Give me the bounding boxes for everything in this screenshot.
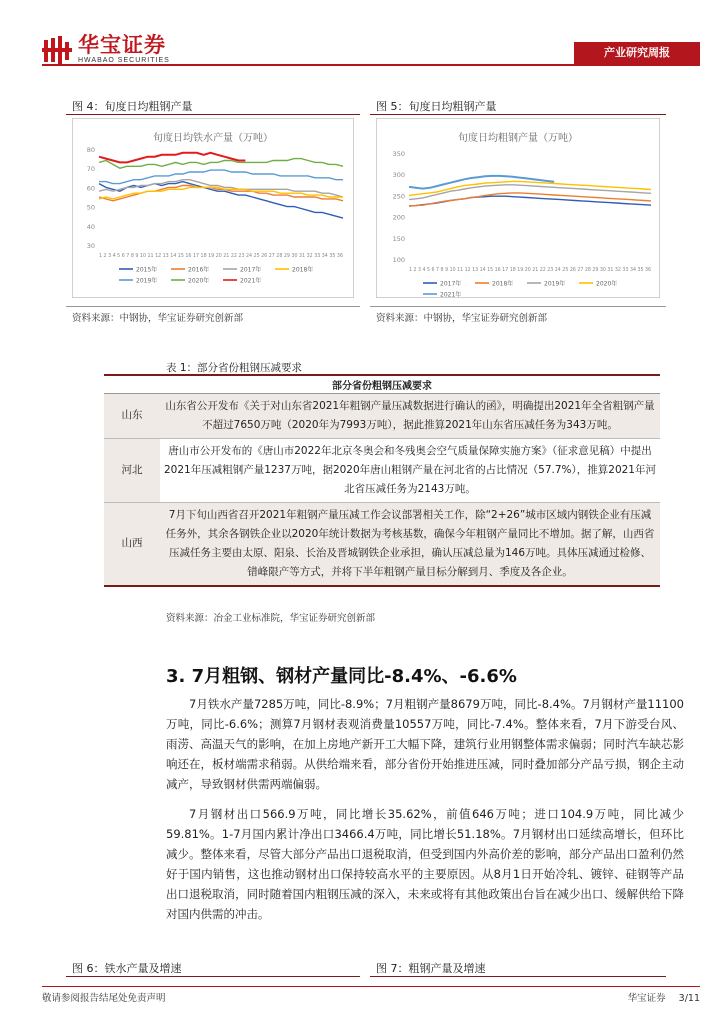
table-row <box>104 438 660 502</box>
brand-name-en: HWABAO SECURITIES <box>78 57 170 64</box>
fig7-top-rule <box>370 976 666 977</box>
fig5-source: 资料来源：中钢协，华宝证券研究创新部 <box>376 313 548 324</box>
legend-label: 2018年 <box>292 266 314 274</box>
paragraph-text: 7月铁水产量7285万吨，同比-8.9%；7月粗钢产量8679万吨，同比-8.4%。7月钢材产量11100万吨，同比-6.6%；测算7月钢材表观消费量10557万吨，同比-7.4%。整体来看，7月下游受台风、雨涝、高温天气的影响，在加上房地产新开工大幅下降，建筑行业用钢整体需求偏弱；同时汽车缺芯影响还在，板材端需求稍弱。从供给端来看，部分省份开始推进压减，同时叠加部分产品亏损，钢企主动减产，导致钢材供需两端偏弱。 <box>166 697 684 791</box>
table1-caption: 表 1：部分省份粗钢压减要求 <box>166 362 303 374</box>
y-tick-label: 300 <box>392 171 405 180</box>
table-cell-province: 河北 <box>104 438 160 502</box>
table-cell-province: 山西 <box>104 502 160 586</box>
legend-label: 2021年 <box>240 277 262 285</box>
footer-brand: 华宝证券 <box>627 993 666 1004</box>
y-tick-label: 150 <box>392 234 405 243</box>
section-title: 3. 7月粗钢、钢材产量同比-8.4%、-6.6% <box>166 666 517 687</box>
table-row <box>104 502 660 586</box>
fig5-caption: 图 5：旬度日均粗钢产量 <box>376 100 497 113</box>
footer-disclaimer: 敬请参阅报告结尾处免责声明 <box>42 993 166 1004</box>
legend-label: 2018年 <box>492 280 514 288</box>
page-header <box>0 0 724 72</box>
y-tick-label: 30 <box>86 242 95 250</box>
logo-mark-icon <box>42 36 72 64</box>
legend-label: 2020年 <box>188 277 210 285</box>
paragraph-text: 7月钢材出口566.9万吨，同比增长35.62%，前值646万吨；进口104.9万吨，同比减少59.81%。1-7月国内累计净出口3466.4万吨，同比增长51.18%。7月钢材出口延续高增长，但环比减少。整体来看，尽管大部分产品出口退税取消，但受到国内外高价差的影响，部分产品出口盈利仍然好于国内销售，这也推动钢材出口保持较高水平的主要原因。从8月1日开始冷轧、镀锌、硅钢等产品出口退税取消，同时随着国内粗钢压减的深入，未来或将有其他政策出台旨在减少出口、缓解供给下降对国内供需的冲击。 <box>166 807 684 921</box>
y-tick-label: 200 <box>392 213 405 222</box>
fig6-top-rule <box>66 976 360 977</box>
section-paragraph-1 <box>166 694 684 794</box>
legend-label: 2019年 <box>136 277 158 285</box>
footer-page-info <box>628 990 700 1004</box>
fig4-chart-title: 旬度日均铁水产量（万吨） <box>153 133 273 144</box>
brand-name-cn: 华宝证券 <box>78 33 166 57</box>
fig6-caption: 图 6：铁水产量及增速 <box>72 962 182 975</box>
y-tick-label: 250 <box>392 192 405 201</box>
footer-divider <box>42 986 700 987</box>
legend-label: 2020年 <box>596 280 618 288</box>
series-line-2019年 <box>99 170 343 184</box>
fig4-top-rule <box>66 114 360 115</box>
y-tick-label: 40 <box>86 222 95 231</box>
section-paragraph-2 <box>166 804 684 924</box>
legend-label: 2017年 <box>240 266 262 274</box>
fig4-plot <box>73 119 355 299</box>
y-tick-label: 50 <box>86 203 95 212</box>
table1-header: 部分省份粗钢压减要求 <box>104 375 660 393</box>
y-tick-label: 80 <box>86 146 95 154</box>
table-cell-province: 山东 <box>104 393 160 438</box>
table-cell-text: 7月下旬山西省召开2021年粗钢产量压减工作会议部署相关工作，除“2+26”城市区域内钢铁企业有压减任务外，其余各钢铁企业以2020年统计数据为考核基数，确保今年粗钢产量同比不增加。据了解，山西省压减任务主要由太原、阳泉、长治及晋城钢铁企业承担，确认压减总量为146万吨。具体压减通过检修、错峰限产等方式，并将下半年粗钢产量目标分解到月、季度及各企业。 <box>160 502 660 586</box>
report-type-tag: 产业研究周报 <box>574 42 700 64</box>
table-cell-text: 山东省公开发布《关于对山东省2021年粗钢产量压减数据进行确认的函》，明确提出2021年全省粗钢产量不超过7650万吨（2020年为7993万吨），据此推算2021年山东省压减任务为343万吨。 <box>160 393 660 438</box>
fig7-caption: 图 7：粗钢产量及增速 <box>376 962 486 975</box>
fig4-bottom-rule <box>66 306 360 307</box>
fig4-caption: 图 4：旬度日均粗钢产量 <box>72 100 193 113</box>
fig5-chart-title: 旬度日均粗钢产量（万吨） <box>458 133 578 144</box>
fig4-source: 资料来源：中钢协，华宝证券研究创新部 <box>72 313 244 324</box>
x-tick-labels: 1 2 3 4 5 6 7 8 9 10 11 12 13 14 15 16 17 18 19 20 21 22 23 24 25 26 27 28 29 30 31 32 33 34 35 36 <box>99 253 343 259</box>
legend-label: 2016年 <box>188 266 210 274</box>
legend-label: 2017年 <box>440 280 462 288</box>
header-divider <box>42 64 700 66</box>
table-cell-text: 唐山市公开发布的《唐山市2022年北京冬奥会和冬残奥会空气质量保障实施方案》（征求意见稿）中提出2021年压减粗钢产量1237万吨，据2020年唐山粗钢产量在河北省的占比情况（57.7%），推算2021年河北省压减任务为2143万吨。 <box>160 438 660 502</box>
table1 <box>104 374 660 587</box>
y-tick-label: 70 <box>86 165 95 174</box>
footer-page-number: 3/11 <box>678 993 700 1004</box>
table-row <box>104 393 660 438</box>
legend-label: 2015年 <box>136 266 158 274</box>
x-tick-labels: 1 2 3 4 5 6 7 8 9 10 11 12 13 14 15 16 17 18 19 20 21 22 23 24 25 26 27 28 29 30 31 32 33 34 35 36 <box>409 267 651 273</box>
series-line-2018年 <box>409 193 651 206</box>
fig5-plot <box>377 119 661 299</box>
fig5-bottom-rule <box>370 306 666 307</box>
y-tick-label: 60 <box>86 184 95 193</box>
y-tick-label: 350 <box>392 150 405 158</box>
fig4-chart <box>72 118 354 298</box>
fig5-top-rule <box>370 114 666 115</box>
fig5-chart <box>376 118 660 298</box>
y-tick-label: 100 <box>392 256 405 264</box>
legend-label: 2019年 <box>544 280 566 288</box>
legend-label: 2021年 <box>440 291 462 299</box>
brand-logo <box>42 34 170 65</box>
table1-source: 资料来源：冶金工业标准院，华宝证券研究创新部 <box>166 613 376 624</box>
